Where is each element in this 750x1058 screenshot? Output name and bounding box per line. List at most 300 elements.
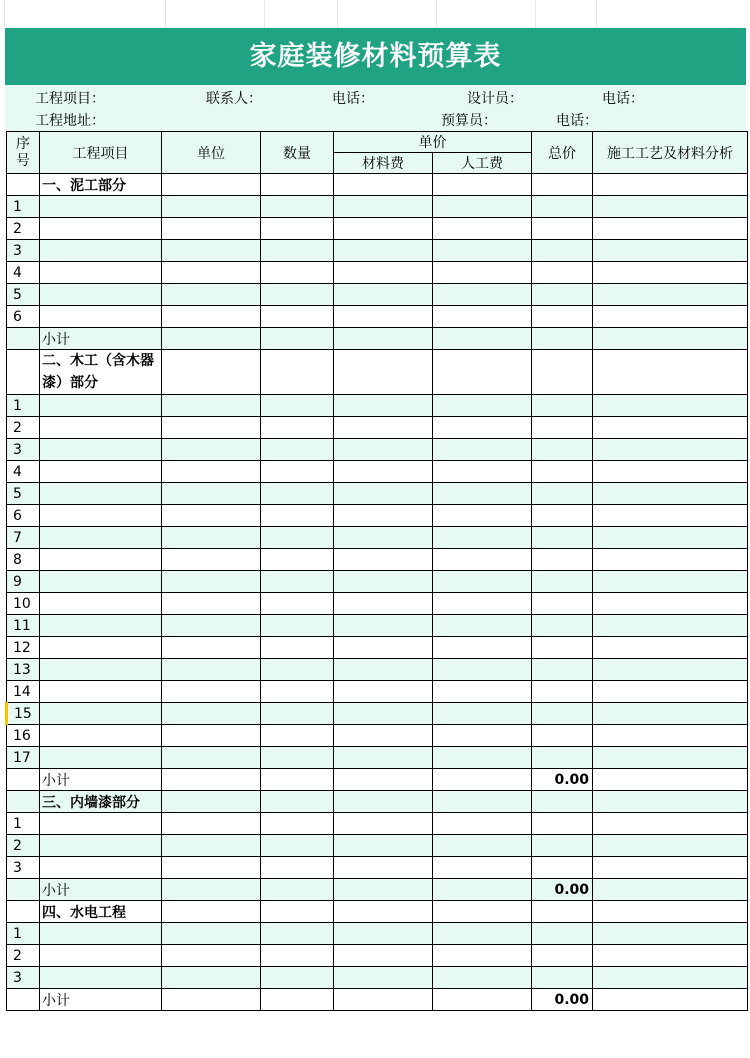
cell-item[interactable]	[40, 549, 162, 571]
cell-seq[interactable]	[7, 989, 40, 1011]
subtotal-label[interactable]: 小计	[40, 769, 162, 791]
cell-analysis[interactable]	[593, 306, 748, 328]
cell-unit[interactable]	[162, 769, 261, 791]
header-material[interactable]: 材料费	[334, 153, 433, 174]
cell-material[interactable]	[334, 196, 433, 218]
cell-total[interactable]	[532, 571, 593, 593]
cell-material[interactable]	[334, 857, 433, 879]
cell-qty[interactable]	[261, 945, 334, 967]
contact-label[interactable]: 联系人：	[206, 91, 262, 107]
cell-labor[interactable]	[433, 240, 532, 262]
cell-qty[interactable]	[261, 174, 334, 196]
cell-unit[interactable]	[162, 350, 261, 395]
cell-material[interactable]	[334, 240, 433, 262]
subtotal-value[interactable]: 0.00	[532, 989, 593, 1011]
cell-material[interactable]	[334, 350, 433, 395]
cell-total[interactable]	[532, 262, 593, 284]
cell-labor[interactable]	[433, 681, 532, 703]
cell-qty[interactable]	[261, 791, 334, 813]
cell-item[interactable]	[40, 527, 162, 549]
cell-seq[interactable]	[7, 901, 40, 923]
cell-qty[interactable]	[261, 240, 334, 262]
cell-analysis[interactable]	[593, 769, 748, 791]
cell-qty[interactable]	[261, 923, 334, 945]
cell-seq[interactable]: 2	[7, 835, 40, 857]
cell-item[interactable]	[40, 659, 162, 681]
cell-seq[interactable]: 17	[7, 747, 40, 769]
cell-seq[interactable]	[7, 769, 40, 791]
header-analysis[interactable]: 施工工艺及材料分析	[593, 132, 748, 174]
cell-labor[interactable]	[433, 967, 532, 989]
cell-analysis[interactable]	[593, 791, 748, 813]
cell-unit[interactable]	[162, 703, 261, 725]
cell-analysis[interactable]	[593, 659, 748, 681]
cell-unit[interactable]	[162, 945, 261, 967]
cell-total[interactable]	[532, 901, 593, 923]
cell-labor[interactable]	[433, 813, 532, 835]
cell-seq[interactable]: 6	[7, 306, 40, 328]
cell-unit[interactable]	[162, 328, 261, 350]
cell-seq[interactable]: 7	[7, 527, 40, 549]
cell-unit[interactable]	[162, 461, 261, 483]
cell-labor[interactable]	[433, 659, 532, 681]
cell-item[interactable]	[40, 571, 162, 593]
cell-analysis[interactable]	[593, 505, 748, 527]
cell-total[interactable]	[532, 703, 593, 725]
cell-labor[interactable]	[433, 769, 532, 791]
cell-qty[interactable]	[261, 350, 334, 395]
cell-qty[interactable]	[261, 967, 334, 989]
cell-item[interactable]	[40, 218, 162, 240]
cell-analysis[interactable]	[593, 549, 748, 571]
cell-seq[interactable]: 2	[7, 218, 40, 240]
header-unit[interactable]: 单位	[162, 132, 261, 174]
cell-unit[interactable]	[162, 879, 261, 901]
cell-item[interactable]	[40, 395, 162, 417]
cell-analysis[interactable]	[593, 483, 748, 505]
cell-labor[interactable]	[433, 328, 532, 350]
cell-item[interactable]	[40, 747, 162, 769]
cell-total[interactable]	[532, 659, 593, 681]
cell-item[interactable]	[40, 813, 162, 835]
cell-material[interactable]	[334, 615, 433, 637]
cell-item[interactable]	[40, 483, 162, 505]
cell-seq[interactable]: 3	[7, 857, 40, 879]
cell-item[interactable]	[40, 835, 162, 857]
cell-qty[interactable]	[261, 989, 334, 1011]
cell-qty[interactable]	[261, 879, 334, 901]
cell-analysis[interactable]	[593, 527, 748, 549]
cell-labor[interactable]	[433, 923, 532, 945]
cell-qty[interactable]	[261, 703, 334, 725]
cell-total[interactable]	[532, 196, 593, 218]
cell-seq[interactable]: 4	[7, 262, 40, 284]
subtotal-label[interactable]: 小计	[40, 328, 162, 350]
cell-total[interactable]	[532, 791, 593, 813]
cell-unit[interactable]	[162, 439, 261, 461]
cell-material[interactable]	[334, 218, 433, 240]
cell-seq[interactable]: 12	[7, 637, 40, 659]
cell-unit[interactable]	[162, 923, 261, 945]
cell-item[interactable]	[40, 196, 162, 218]
cell-qty[interactable]	[261, 571, 334, 593]
cell-qty[interactable]	[261, 439, 334, 461]
cell-unit[interactable]	[162, 306, 261, 328]
cell-analysis[interactable]	[593, 703, 748, 725]
cell-total[interactable]	[532, 395, 593, 417]
cell-item[interactable]	[40, 703, 162, 725]
cell-total[interactable]	[532, 615, 593, 637]
cell-labor[interactable]	[433, 945, 532, 967]
cell-material[interactable]	[334, 549, 433, 571]
cell-unit[interactable]	[162, 989, 261, 1011]
cell-analysis[interactable]	[593, 615, 748, 637]
cell-item[interactable]	[40, 306, 162, 328]
cell-item[interactable]	[40, 857, 162, 879]
cell-total[interactable]	[532, 857, 593, 879]
cell-qty[interactable]	[261, 835, 334, 857]
cell-material[interactable]	[334, 879, 433, 901]
cell-item[interactable]	[40, 637, 162, 659]
cell-seq[interactable]: 15	[7, 703, 40, 725]
cell-seq[interactable]: 16	[7, 725, 40, 747]
cell-item[interactable]	[40, 505, 162, 527]
cell-total[interactable]	[532, 505, 593, 527]
cell-analysis[interactable]	[593, 571, 748, 593]
cell-qty[interactable]	[261, 395, 334, 417]
cell-material[interactable]	[334, 637, 433, 659]
cell-total[interactable]	[532, 813, 593, 835]
cell-total[interactable]	[532, 967, 593, 989]
cell-labor[interactable]	[433, 417, 532, 439]
cell-analysis[interactable]	[593, 461, 748, 483]
cell-labor[interactable]	[433, 549, 532, 571]
cell-seq[interactable]	[7, 791, 40, 813]
cell-labor[interactable]	[433, 725, 532, 747]
header-seq[interactable]: 序 号	[7, 132, 40, 174]
phone-label-3[interactable]: 电话：	[556, 113, 598, 129]
cell-seq[interactable]	[7, 879, 40, 901]
cell-seq[interactable]: 5	[7, 284, 40, 306]
cell-total[interactable]	[532, 218, 593, 240]
cell-seq[interactable]: 6	[7, 505, 40, 527]
cell-analysis[interactable]	[593, 989, 748, 1011]
section-title[interactable]: 二、木工（含木器漆）部分	[40, 350, 162, 395]
cell-material[interactable]	[334, 769, 433, 791]
cell-material[interactable]	[334, 747, 433, 769]
cell-qty[interactable]	[261, 659, 334, 681]
cell-material[interactable]	[334, 395, 433, 417]
estimator-label[interactable]: 预算员：	[441, 113, 497, 129]
cell-total[interactable]	[532, 747, 593, 769]
cell-material[interactable]	[334, 901, 433, 923]
cell-unit[interactable]	[162, 725, 261, 747]
cell-item[interactable]	[40, 681, 162, 703]
cell-material[interactable]	[334, 262, 433, 284]
cell-material[interactable]	[334, 483, 433, 505]
cell-labor[interactable]	[433, 284, 532, 306]
cell-analysis[interactable]	[593, 218, 748, 240]
cell-labor[interactable]	[433, 262, 532, 284]
cell-labor[interactable]	[433, 989, 532, 1011]
cell-qty[interactable]	[261, 813, 334, 835]
cell-item[interactable]	[40, 417, 162, 439]
cell-item[interactable]	[40, 240, 162, 262]
cell-total[interactable]	[532, 835, 593, 857]
cell-unit[interactable]	[162, 483, 261, 505]
cell-material[interactable]	[334, 967, 433, 989]
cell-total[interactable]	[532, 417, 593, 439]
cell-analysis[interactable]	[593, 417, 748, 439]
cell-material[interactable]	[334, 835, 433, 857]
cell-item[interactable]	[40, 461, 162, 483]
cell-material[interactable]	[334, 725, 433, 747]
header-total[interactable]: 总价	[532, 132, 593, 174]
cell-unit[interactable]	[162, 967, 261, 989]
cell-material[interactable]	[334, 659, 433, 681]
cell-material[interactable]	[334, 923, 433, 945]
cell-item[interactable]	[40, 262, 162, 284]
cell-labor[interactable]	[433, 306, 532, 328]
cell-analysis[interactable]	[593, 284, 748, 306]
cell-unit[interactable]	[162, 262, 261, 284]
cell-qty[interactable]	[261, 461, 334, 483]
cell-unit[interactable]	[162, 813, 261, 835]
cell-material[interactable]	[334, 593, 433, 615]
header-qty[interactable]: 数量	[261, 132, 334, 174]
subtotal-value[interactable]: 0.00	[532, 769, 593, 791]
cell-unit[interactable]	[162, 857, 261, 879]
cell-analysis[interactable]	[593, 857, 748, 879]
cell-analysis[interactable]	[593, 923, 748, 945]
cell-total[interactable]	[532, 461, 593, 483]
cell-seq[interactable]	[7, 328, 40, 350]
cell-seq[interactable]	[7, 350, 40, 395]
cell-seq[interactable]: 4	[7, 461, 40, 483]
section-title[interactable]: 三、内墙漆部分	[40, 791, 162, 813]
cell-labor[interactable]	[433, 527, 532, 549]
cell-material[interactable]	[334, 703, 433, 725]
cell-material[interactable]	[334, 417, 433, 439]
header-item[interactable]: 工程项目	[40, 132, 162, 174]
cell-item[interactable]	[40, 593, 162, 615]
cell-material[interactable]	[334, 328, 433, 350]
cell-seq[interactable]: 11	[7, 615, 40, 637]
cell-unit[interactable]	[162, 637, 261, 659]
cell-total[interactable]	[532, 593, 593, 615]
cell-labor[interactable]	[433, 615, 532, 637]
cell-seq[interactable]: 1	[7, 395, 40, 417]
cell-item[interactable]	[40, 967, 162, 989]
cell-labor[interactable]	[433, 483, 532, 505]
header-labor[interactable]: 人工费	[433, 153, 532, 174]
project-label[interactable]: 工程项目：	[35, 91, 105, 107]
cell-unit[interactable]	[162, 395, 261, 417]
cell-qty[interactable]	[261, 901, 334, 923]
cell-seq[interactable]: 13	[7, 659, 40, 681]
cell-labor[interactable]	[433, 747, 532, 769]
cell-total[interactable]	[532, 549, 593, 571]
cell-analysis[interactable]	[593, 328, 748, 350]
cell-total[interactable]	[532, 637, 593, 659]
cell-qty[interactable]	[261, 306, 334, 328]
cell-analysis[interactable]	[593, 835, 748, 857]
cell-analysis[interactable]	[593, 262, 748, 284]
cell-material[interactable]	[334, 945, 433, 967]
cell-unit[interactable]	[162, 218, 261, 240]
cell-material[interactable]	[334, 505, 433, 527]
cell-unit[interactable]	[162, 593, 261, 615]
cell-labor[interactable]	[433, 593, 532, 615]
cell-total[interactable]	[532, 945, 593, 967]
cell-material[interactable]	[334, 174, 433, 196]
cell-analysis[interactable]	[593, 879, 748, 901]
cell-qty[interactable]	[261, 857, 334, 879]
cell-qty[interactable]	[261, 505, 334, 527]
cell-material[interactable]	[334, 571, 433, 593]
cell-qty[interactable]	[261, 218, 334, 240]
cell-qty[interactable]	[261, 747, 334, 769]
cell-total[interactable]	[532, 306, 593, 328]
cell-unit[interactable]	[162, 901, 261, 923]
cell-material[interactable]	[334, 681, 433, 703]
cell-seq[interactable]: 1	[7, 196, 40, 218]
cell-total[interactable]	[532, 527, 593, 549]
cell-item[interactable]	[40, 945, 162, 967]
cell-qty[interactable]	[261, 417, 334, 439]
cell-qty[interactable]	[261, 328, 334, 350]
cell-qty[interactable]	[261, 483, 334, 505]
cell-seq[interactable]: 10	[7, 593, 40, 615]
header-unit-price[interactable]: 单价	[334, 132, 532, 153]
cell-labor[interactable]	[433, 703, 532, 725]
cell-analysis[interactable]	[593, 901, 748, 923]
cell-qty[interactable]	[261, 681, 334, 703]
cell-seq[interactable]: 5	[7, 483, 40, 505]
section-title[interactable]: 四、水电工程	[40, 901, 162, 923]
phone-label-2[interactable]: 电话：	[602, 91, 644, 107]
cell-labor[interactable]	[433, 835, 532, 857]
cell-unit[interactable]	[162, 240, 261, 262]
subtotal-label[interactable]: 小计	[40, 989, 162, 1011]
section-title[interactable]: 一、泥工部分	[40, 174, 162, 196]
cell-material[interactable]	[334, 306, 433, 328]
cell-labor[interactable]	[433, 461, 532, 483]
cell-analysis[interactable]	[593, 395, 748, 417]
cell-unit[interactable]	[162, 417, 261, 439]
cell-labor[interactable]	[433, 350, 532, 395]
cell-analysis[interactable]	[593, 725, 748, 747]
cell-item[interactable]	[40, 615, 162, 637]
cell-seq[interactable]: 1	[7, 923, 40, 945]
cell-analysis[interactable]	[593, 637, 748, 659]
cell-unit[interactable]	[162, 615, 261, 637]
cell-labor[interactable]	[433, 196, 532, 218]
phone-label-1[interactable]: 电话：	[332, 91, 374, 107]
cell-qty[interactable]	[261, 637, 334, 659]
cell-total[interactable]	[532, 350, 593, 395]
cell-labor[interactable]	[433, 901, 532, 923]
cell-seq[interactable]: 8	[7, 549, 40, 571]
cell-qty[interactable]	[261, 725, 334, 747]
cell-unit[interactable]	[162, 681, 261, 703]
cell-seq[interactable]: 2	[7, 945, 40, 967]
cell-total[interactable]	[532, 483, 593, 505]
cell-unit[interactable]	[162, 284, 261, 306]
cell-qty[interactable]	[261, 549, 334, 571]
cell-seq[interactable]: 3	[7, 967, 40, 989]
cell-labor[interactable]	[433, 637, 532, 659]
cell-unit[interactable]	[162, 835, 261, 857]
cell-unit[interactable]	[162, 527, 261, 549]
cell-total[interactable]	[532, 725, 593, 747]
cell-unit[interactable]	[162, 571, 261, 593]
cell-analysis[interactable]	[593, 967, 748, 989]
cell-seq[interactable]: 3	[7, 439, 40, 461]
cell-total[interactable]	[532, 284, 593, 306]
cell-unit[interactable]	[162, 791, 261, 813]
cell-labor[interactable]	[433, 174, 532, 196]
cell-item[interactable]	[40, 439, 162, 461]
cell-labor[interactable]	[433, 791, 532, 813]
cell-analysis[interactable]	[593, 350, 748, 395]
cell-analysis[interactable]	[593, 945, 748, 967]
cell-qty[interactable]	[261, 284, 334, 306]
cell-material[interactable]	[334, 527, 433, 549]
cell-material[interactable]	[334, 989, 433, 1011]
cell-qty[interactable]	[261, 615, 334, 637]
cell-seq[interactable]: 1	[7, 813, 40, 835]
cell-analysis[interactable]	[593, 439, 748, 461]
cell-seq[interactable]: 2	[7, 417, 40, 439]
designer-label[interactable]: 设计员：	[467, 91, 523, 107]
cell-analysis[interactable]	[593, 240, 748, 262]
cell-analysis[interactable]	[593, 747, 748, 769]
cell-unit[interactable]	[162, 505, 261, 527]
cell-total[interactable]	[532, 174, 593, 196]
cell-unit[interactable]	[162, 549, 261, 571]
cell-unit[interactable]	[162, 659, 261, 681]
cell-labor[interactable]	[433, 879, 532, 901]
cell-labor[interactable]	[433, 218, 532, 240]
cell-seq[interactable]: 9	[7, 571, 40, 593]
subtotal-value[interactable]	[532, 328, 593, 350]
subtotal-label[interactable]: 小计	[40, 879, 162, 901]
cell-labor[interactable]	[433, 439, 532, 461]
cell-unit[interactable]	[162, 196, 261, 218]
cell-unit[interactable]	[162, 174, 261, 196]
cell-item[interactable]	[40, 923, 162, 945]
cell-material[interactable]	[334, 791, 433, 813]
cell-seq[interactable]: 3	[7, 240, 40, 262]
cell-qty[interactable]	[261, 527, 334, 549]
cell-material[interactable]	[334, 439, 433, 461]
sheet-title[interactable]: 家庭装修材料预算表	[5, 28, 746, 85]
cell-material[interactable]	[334, 461, 433, 483]
cell-total[interactable]	[532, 439, 593, 461]
cell-analysis[interactable]	[593, 174, 748, 196]
cell-labor[interactable]	[433, 857, 532, 879]
cell-material[interactable]	[334, 284, 433, 306]
cell-seq[interactable]	[7, 174, 40, 196]
subtotal-value[interactable]: 0.00	[532, 879, 593, 901]
cell-analysis[interactable]	[593, 681, 748, 703]
cell-qty[interactable]	[261, 593, 334, 615]
cell-analysis[interactable]	[593, 813, 748, 835]
cell-item[interactable]	[40, 284, 162, 306]
cell-item[interactable]	[40, 725, 162, 747]
cell-qty[interactable]	[261, 196, 334, 218]
